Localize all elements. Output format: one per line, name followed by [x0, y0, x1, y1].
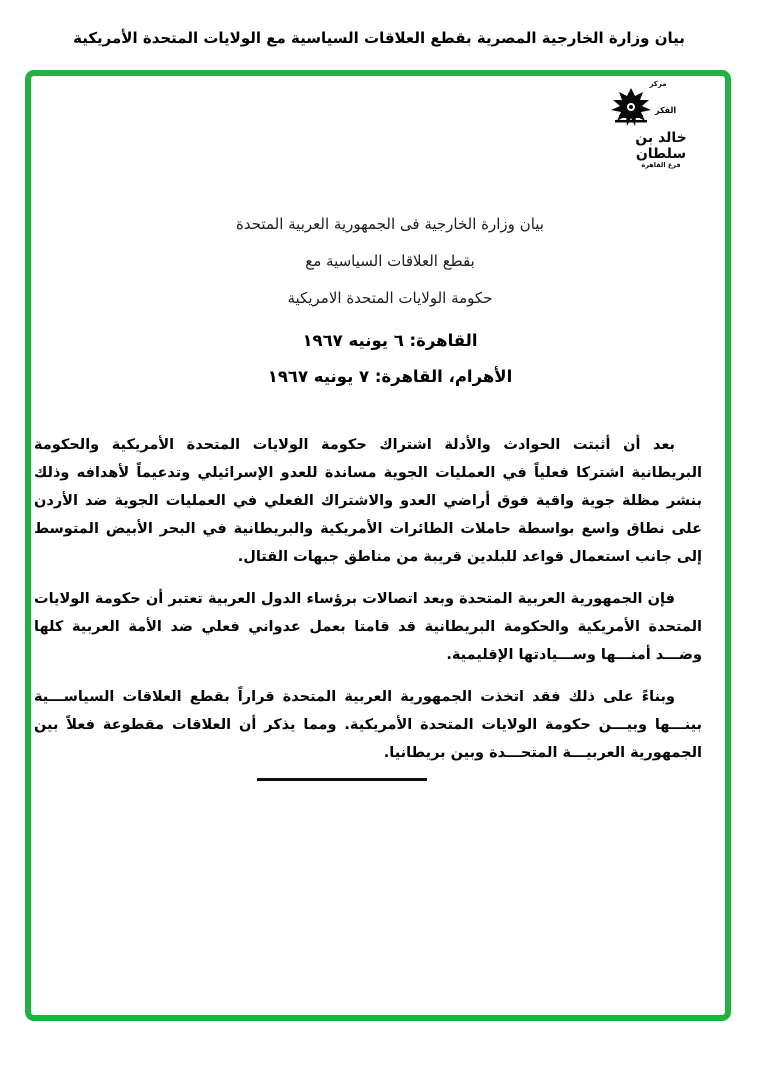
document-title: بيان وزارة الخارجية المصرية بقطع العلاقات السياسية مع الولايات المتحدة الأمريكية	[73, 29, 685, 47]
stamp-side-word: الفكر	[655, 105, 677, 115]
library-stamp	[609, 80, 713, 169]
heading-line-2: بقطع العلاقات السياسية مع	[305, 252, 475, 270]
stamp-branch-text: فرع القاهرة	[641, 161, 681, 169]
stamp-emblem-icon	[609, 88, 653, 132]
stamp-top-word: مركز	[649, 80, 667, 88]
end-divider-line	[257, 778, 427, 781]
stamp-middle-row	[609, 88, 713, 132]
paragraph-2: فإن الجمهورية العربية المتحدة وبعد اتصالات برؤساء الدول العربية تعتبر أن حكومة الولايات المتحدة الأمريكية والحكومة البريطانية قد قامتا بعمل عدواني فعلي ضد الأمة العربية كلها وضـــد أمنـــها وســـيادتها الإقليمية.	[34, 591, 702, 663]
date-lines	[43, 323, 737, 395]
stamp-name-text: خالد بن سلطان	[635, 130, 687, 162]
heading-line-1: بيان وزارة الخارجية فى الجمهورية العربية المتحدة	[236, 215, 544, 233]
heading-line-3: حكومة الولايات المتحدة الامريكية	[287, 289, 493, 307]
statement-body	[34, 431, 702, 781]
typewriter-heading	[43, 206, 737, 317]
paragraph-3: وبناءً على ذلك فقد اتخذت الجمهورية العربية المتحدة قراراً بقطع العلاقات السياســـية بينـــها وبيـــن حكومة الولايات المتحدة الأمريكية. ومما يذكر أن العلاقات مقطوعة فعلاً بين الجمهورية العربيـــة المتحـــدة وبين بريطانيا.	[34, 689, 702, 761]
paragraph-1: بعد أن أثبتت الحوادث والأدلة اشتراك حكومة الولايات المتحدة الأمريكية والحكومة البريطانية اشتركا فعلياً في العمليات الجوية مساندة للعدو الإسرائيلي وتدعيماً لأهدافه وذلك بنشر مظلة جوية واقية فوق أراضي العدو والاشتراك الفعلي في العمليات الجوية ضد الأردن على نطاق واسع بواسطة حاملات الطائرات الأمريكية والبريطانية في البحر الأبيض المتوسط إلى جانب استعمال قواعد للبلدين قريبة من مناطق جبهات القتال.	[34, 437, 702, 565]
dateline-cairo: القاهرة: ٦ يونيه ١٩٦٧	[302, 331, 478, 350]
green-border-frame	[25, 70, 731, 1021]
dateline-alahram: الأهرام، القاهرة: ٧ يونيه ١٩٦٧	[267, 367, 513, 386]
